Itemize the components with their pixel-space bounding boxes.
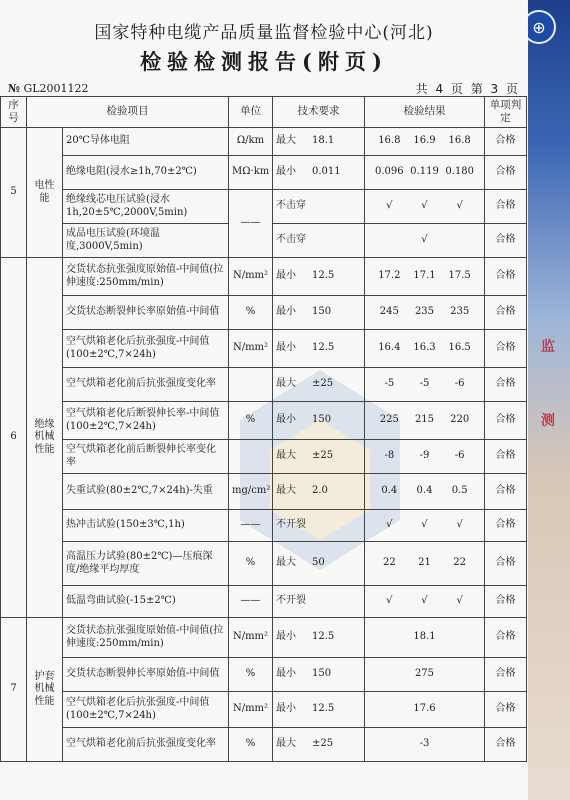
requirement-label: 最小 [276,668,296,680]
result-value [442,738,477,751]
table-row [1,440,527,474]
requirement-label: 最小 [276,166,296,178]
result-value: √ [386,519,393,531]
table-row [1,156,527,190]
requirement-label: 最大 [276,450,296,462]
requirement-value: 12.5 [312,631,335,643]
requirement-value: 18.1 [312,135,335,147]
test-item: 绝缘线芯电压试验(浸水1h,20±5℃,2000V,5min) [63,190,229,224]
result-value [442,234,477,247]
unit-cell: —— [229,586,273,618]
group-number: 5 [1,128,27,258]
test-item: 空气烘箱老化后抗张强度-中间值(100±2℃,7×24h) [63,692,229,728]
test-item: 绝缘电阻(浸水≥1h,70±2℃) [63,156,229,190]
result-value: √ [386,595,393,607]
group-number: 6 [1,258,27,618]
requirement-label: 最大 [276,557,296,569]
result-value: 220 [450,414,470,426]
results-cell [365,618,485,658]
test-item: 失重试验(80±2℃,7×24h)-失重 [63,474,229,510]
verdict-cell: 合格 [485,618,527,658]
test-item: 20℃导体电阻 [63,128,229,156]
table-row [1,402,527,440]
result-value: 0.119 [410,166,439,178]
requirement-cell [273,368,365,402]
verdict-cell: 合格 [485,330,527,368]
requirement-cell [273,618,365,658]
unit-cell: Ω/km [229,128,273,156]
group-name: 电性能 [27,128,63,258]
col-header-requirement: 技术要求 [273,97,365,128]
col-header-item: 检验项目 [27,97,229,128]
result-value [442,631,477,644]
verdict-cell: 合格 [485,156,527,190]
requirement-label: 最小 [276,703,296,715]
group-number: 7 [1,618,27,762]
col-header-results: 检验结果 [365,97,485,128]
requirement-label: 最小 [276,270,296,282]
result-value: 16.9 [413,135,436,147]
requirement-value: 150 [312,668,332,680]
requirement-value: 0.011 [312,166,341,178]
results-cell [365,368,485,402]
group-name: 绝缘机械性能 [27,258,63,618]
table-row [1,330,527,368]
requirement-value: 12.5 [312,342,335,354]
col-header-no: 序号 [1,97,27,128]
test-item: 热冲击试验(150±3℃,1h) [63,510,229,542]
unit-cell: mg/cm² [229,474,273,510]
results-cell [365,190,485,224]
unit-cell: % [229,402,273,440]
requirement-label: 最小 [276,631,296,643]
requirement-label: 不开裂 [276,595,306,607]
requirement-cell [273,156,365,190]
requirement-cell [273,190,365,224]
requirement-value: 12.5 [312,703,335,715]
verdict-cell: 合格 [485,296,527,330]
requirement-label: 最小 [276,306,296,318]
result-value [372,631,407,644]
test-results-table [0,96,527,762]
results-cell [365,728,485,762]
table-row [1,296,527,330]
requirement-value: ±25 [312,450,334,462]
verdict-cell: 合格 [485,586,527,618]
results-cell [365,330,485,368]
requirement-cell [273,658,365,692]
verdict-cell: 合格 [485,258,527,296]
requirement-cell [273,474,365,510]
verdict-cell: 合格 [485,224,527,258]
requirement-label: 最大 [276,135,296,147]
unit-cell: —— [229,510,273,542]
table-row [1,510,527,542]
result-value: √ [421,595,428,607]
test-item: 高温压力试验(80±2℃)—压痕深度/绝缘平均厚度 [63,542,229,586]
requirement-value: 12.5 [312,270,335,282]
table-row [1,618,527,658]
stamp-fragment-bottom: 测 [541,413,555,429]
stamp-fragment-top: 监 [541,339,555,355]
result-value: √ [456,200,463,212]
test-item: 空气烘箱老化后断裂伸长率-中间值(100±2℃,7×24h) [63,402,229,440]
result-value: 0.180 [445,166,474,178]
requirement-cell [273,728,365,762]
result-value: 22 [382,557,396,569]
org-name: 国家特种电缆产品质量监督检验中心(河北) [94,23,434,43]
unit-cell: % [229,296,273,330]
results-cell [365,586,485,618]
requirement-cell [273,440,365,474]
requirement-label: 最小 [276,414,296,426]
results-cell [365,658,485,692]
results-cell [365,402,485,440]
test-item: 空气烘箱老化后抗张强度-中间值(100±2℃,7×24h) [63,330,229,368]
requirement-label: 不击穿 [276,234,306,246]
unit-cell: % [229,542,273,586]
result-value [372,738,407,751]
verdict-cell: 合格 [485,542,527,586]
result-value: 215 [414,414,435,426]
requirement-cell [273,586,365,618]
table-row [1,542,527,586]
table-row [1,258,527,296]
result-value: 225 [379,414,399,426]
result-value: 16.5 [448,342,471,354]
result-value [442,668,477,681]
verdict-cell: 合格 [485,402,527,440]
result-value: -5 [419,378,430,390]
result-value: -5 [384,378,395,390]
result-value: 275 [414,668,435,680]
result-value: 245 [379,306,399,318]
table-row [1,586,527,618]
table-row [1,728,527,762]
requirement-label: 不击穿 [276,200,306,212]
result-value: √ [456,595,463,607]
table-row [1,692,527,728]
results-cell [365,510,485,542]
results-cell [365,692,485,728]
report-title: 检验检测报告(附页) [140,49,388,74]
verdict-cell: 合格 [485,440,527,474]
unit-cell [229,368,273,402]
test-item: 交货状态断裂伸长率原始值-中间值 [63,658,229,692]
report-number [8,82,89,95]
table-row [1,474,527,510]
verdict-cell: 合格 [485,128,527,156]
result-value: 17.6 [413,703,436,715]
results-cell [365,296,485,330]
result-value: √ [386,200,393,212]
test-item: 低温弯曲试验(-15±2℃) [63,586,229,618]
unit-cell: % [229,658,273,692]
requirement-value: 2.0 [312,485,328,497]
result-value: 17.1 [413,270,436,282]
test-item: 交货状态抗张强度原始值-中间值(拉伸速度:250mm/min) [63,258,229,296]
result-value: √ [456,519,463,531]
requirement-value: ±25 [312,738,334,750]
result-value: -6 [454,378,465,390]
result-value: 235 [414,306,435,318]
results-cell [365,258,485,296]
results-cell [365,440,485,474]
unit-cell: N/mm² [229,692,273,728]
report-number-value: GL2001122 [23,82,89,95]
unit-cell: MΩ·km [229,156,273,190]
verdict-cell: 合格 [485,474,527,510]
requirement-cell [273,330,365,368]
results-cell [365,128,485,156]
requirement-cell [273,128,365,156]
result-value: -8 [384,450,395,462]
unit-cell [229,440,273,474]
test-item: 交货状态断裂伸长率原始值-中间值 [63,296,229,330]
result-value: 17.5 [448,270,471,282]
requirement-cell [273,296,365,330]
result-value: 16.8 [448,135,471,147]
unit-cell: N/mm² [229,330,273,368]
result-value [372,703,407,716]
result-value: 0.096 [375,166,404,178]
requirement-value: 150 [312,414,332,426]
requirement-label: 最大 [276,738,296,750]
report-number-prefix: № [8,82,20,95]
unit-cell: % [229,728,273,762]
verdict-cell: 合格 [485,658,527,692]
results-cell [365,224,485,258]
result-value: 21 [418,557,431,569]
result-value: 17.2 [378,270,401,282]
result-value [372,234,407,247]
result-value: √ [421,519,428,531]
table-row [1,190,527,224]
verdict-cell: 合格 [485,692,527,728]
test-item: 空气烘箱老化前后抗张强度变化率 [63,728,229,762]
result-value: 0.5 [451,485,468,497]
requirement-cell [273,692,365,728]
test-item: 空气烘箱老化前后抗张强度变化率 [63,368,229,402]
result-value: √ [421,200,428,212]
result-value: 0.4 [416,485,433,497]
col-header-verdict: 单项判定 [485,97,527,128]
requirement-value: 50 [312,557,325,569]
result-value: √ [421,234,428,246]
result-value: -6 [454,450,465,462]
result-value: 16.8 [378,135,401,147]
result-value: -9 [419,450,430,462]
group-name: 护套机械性能 [27,618,63,762]
test-item: 交货状态抗张强度原始值-中间值(拉伸速度:250mm/min) [63,618,229,658]
result-value: 16.3 [413,342,436,354]
table-row [1,368,527,402]
result-value [372,668,407,681]
unit-cell: N/mm² [229,618,273,658]
page-info: 共 4 页 第 3 页 [415,82,520,96]
verdict-cell: 合格 [485,728,527,762]
test-item: 空气烘箱老化前后断裂伸长率变化率 [63,440,229,474]
result-value: 18.1 [413,631,436,643]
requirement-cell [273,510,365,542]
table-row [1,658,527,692]
requirement-label: 不开裂 [276,519,306,531]
requirement-cell [273,542,365,586]
requirement-label: 最大 [276,485,296,497]
table-row [1,128,527,156]
requirement-label: 最小 [276,342,296,354]
result-value: 235 [450,306,470,318]
requirement-cell [273,402,365,440]
cable-logo-icon: ⊕ [522,10,556,44]
col-header-unit: 单位 [229,97,273,128]
test-item: 成品电压试验(环境温度,3000V,5min) [63,224,229,258]
verdict-cell: 合格 [485,190,527,224]
unit-cell: —— [229,190,273,258]
result-value: 0.4 [381,485,398,497]
requirement-value: 150 [312,306,332,318]
result-value: -3 [419,738,430,750]
table-header-row [1,97,527,128]
requirement-value: ±25 [312,378,334,390]
verdict-cell: 合格 [485,510,527,542]
requirement-cell [273,224,365,258]
results-cell [365,542,485,586]
result-value: 22 [453,557,467,569]
unit-cell: N/mm² [229,258,273,296]
result-value: 16.4 [378,342,401,354]
requirement-cell [273,258,365,296]
results-cell [365,474,485,510]
result-value [442,703,477,716]
results-cell [365,156,485,190]
verdict-cell: 合格 [485,368,527,402]
requirement-label: 最大 [276,378,296,390]
